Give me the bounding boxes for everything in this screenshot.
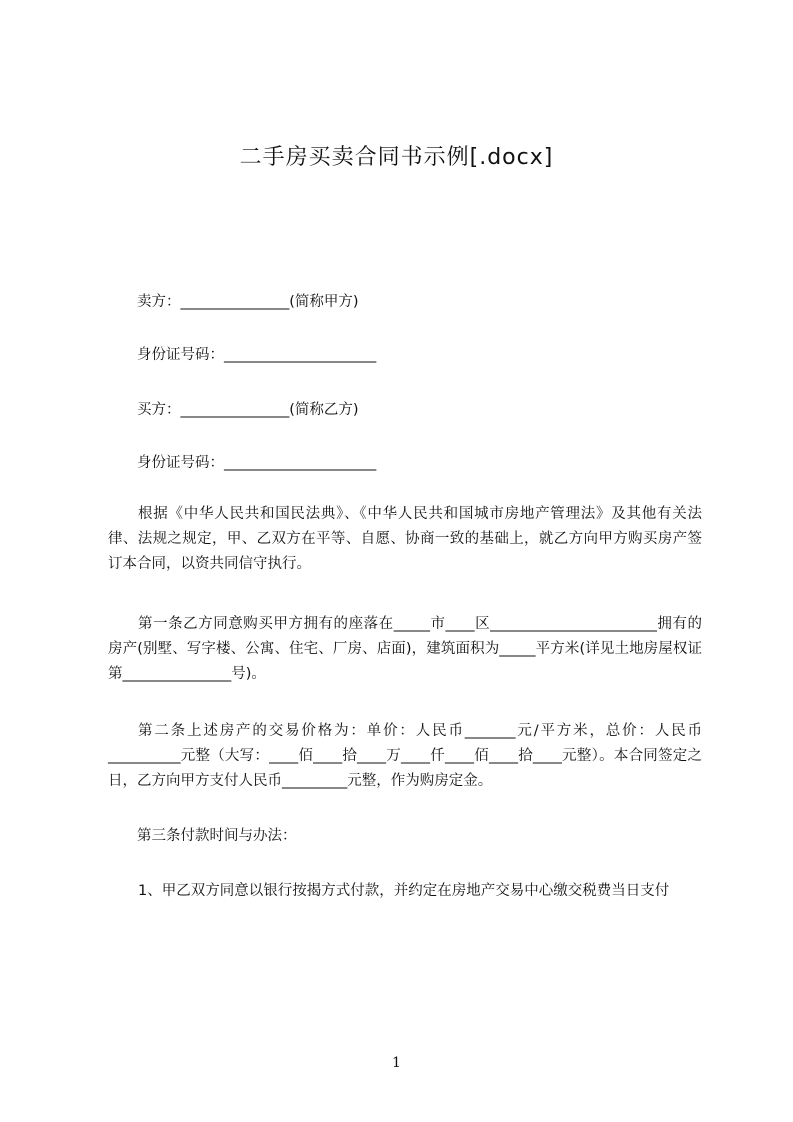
seller-id-line: 身份证号码：_____________________ bbox=[137, 347, 377, 363]
buyer-id-line: 身份证号码：_____________________ bbox=[137, 455, 377, 471]
article-3-heading: 第三条付款时间与办法： bbox=[137, 828, 297, 844]
seller-line: 卖方：_______________(简称甲方) bbox=[137, 294, 359, 310]
buyer-line: 买方：_______________(简称乙方) bbox=[137, 402, 359, 418]
preamble-paragraph: 根据《中华人民共和国民法典》、《中华人民共和国城市房地产管理法》及其他有关法律、法规之规定，甲、乙双方在平等、自愿、协商一致的基础上，就乙方向甲方购买房产签订本合同，以资共同信守执行。 bbox=[108, 506, 702, 572]
document-title: 二手房买卖合同书示例[.docx] bbox=[239, 145, 554, 170]
article-3-item-1: 1、甲乙双方同意以银行按揭方式付款，并约定在房地产交易中心缴交税费当日支付 bbox=[138, 883, 670, 899]
article-1-paragraph: 第一条乙方同意购买甲方拥有的座落在_____市____区_______________________拥有的房产(别墅、写字楼、公寓、住宅、厂房、店面)，建筑面积为_____平方米(详见土地房屋权证第_______________号)。 bbox=[108, 616, 702, 682]
page-number: 1 bbox=[392, 1055, 401, 1071]
article-2-paragraph: 第二条上述房产的交易价格为：单价：人民币_______元/平方米，总价：人民币__________元整（大写：____佰____拾____万____仟____佰____拾____元整）。本合同签定之日，乙方向甲方支付人民币_________元整，作为购房定金。 bbox=[108, 723, 702, 789]
